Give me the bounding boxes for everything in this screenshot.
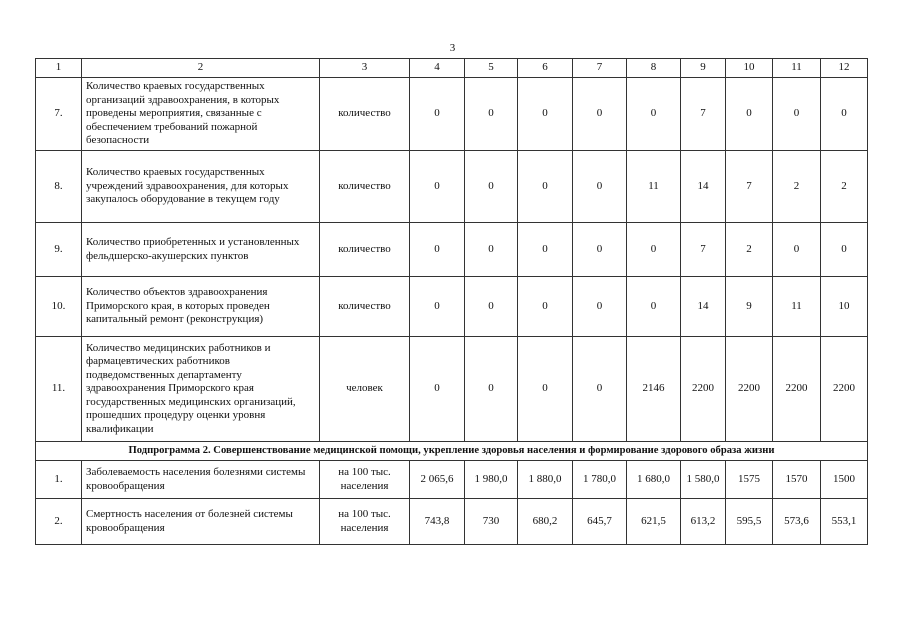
value-cell: 573,6 (773, 499, 821, 545)
value-cell: 613,2 (681, 499, 726, 545)
value-cell: 1 580,0 (681, 461, 726, 499)
indicator-name: Заболеваемость населения болезнями системы кровообращения (82, 461, 320, 499)
column-number: 12 (821, 59, 868, 78)
column-number: 11 (773, 59, 821, 78)
value-cell: 0 (410, 337, 465, 442)
unit: количество (320, 78, 410, 151)
row-number: 1. (36, 461, 82, 499)
table-row (36, 78, 868, 151)
value-cell: 7 (681, 223, 726, 277)
row-number: 10. (36, 277, 82, 337)
value-cell: 1 680,0 (627, 461, 681, 499)
value-cell: 1570 (773, 461, 821, 499)
value-cell: 0 (821, 78, 868, 151)
unit: на 100 тыс. населения (320, 499, 410, 545)
column-number: 4 (410, 59, 465, 78)
value-cell: 7 (726, 151, 773, 223)
value-cell: 0 (465, 223, 518, 277)
value-cell: 0 (410, 78, 465, 151)
value-cell: 0 (573, 223, 627, 277)
value-cell: 0 (465, 277, 518, 337)
indicator-name: Смертность населения от болезней системы кровообращения (82, 499, 320, 545)
unit: человек (320, 337, 410, 442)
value-cell: 0 (518, 223, 573, 277)
unit: количество (320, 277, 410, 337)
subprogram-title: Подпрограмма 2. Совершенствование медицинской помощи, укрепление здоровья населения и формирование здорового образа жизни (36, 442, 868, 461)
row-number: 8. (36, 151, 82, 223)
value-cell: 1 880,0 (518, 461, 573, 499)
value-cell: 595,5 (726, 499, 773, 545)
value-cell: 680,2 (518, 499, 573, 545)
column-number: 6 (518, 59, 573, 78)
row-number: 11. (36, 337, 82, 442)
value-cell: 0 (518, 151, 573, 223)
value-cell: 11 (627, 151, 681, 223)
row-number: 9. (36, 223, 82, 277)
subprogram-heading-row (36, 442, 868, 461)
value-cell: 2 (821, 151, 868, 223)
value-cell: 2200 (773, 337, 821, 442)
value-cell: 0 (627, 78, 681, 151)
value-cell: 0 (821, 223, 868, 277)
value-cell: 0 (573, 151, 627, 223)
table-row (36, 337, 868, 442)
value-cell: 645,7 (573, 499, 627, 545)
value-cell: 0 (627, 277, 681, 337)
value-cell: 0 (465, 151, 518, 223)
value-cell: 2200 (821, 337, 868, 442)
value-cell: 1 780,0 (573, 461, 627, 499)
column-number: 1 (36, 59, 82, 78)
value-cell: 743,8 (410, 499, 465, 545)
value-cell: 1 980,0 (465, 461, 518, 499)
value-cell: 10 (821, 277, 868, 337)
value-cell: 0 (465, 78, 518, 151)
column-number: 8 (627, 59, 681, 78)
value-cell: 7 (681, 78, 726, 151)
value-cell: 0 (410, 151, 465, 223)
value-cell: 553,1 (821, 499, 868, 545)
column-number-row (36, 59, 868, 78)
unit: количество (320, 151, 410, 223)
column-number: 3 (320, 59, 410, 78)
value-cell: 2 065,6 (410, 461, 465, 499)
value-cell: 2 (773, 151, 821, 223)
value-cell: 730 (465, 499, 518, 545)
value-cell: 0 (410, 277, 465, 337)
indicator-name: Количество краевых государственных учреждений здравоохранения, для которых закупалось оборудование в текущем году (82, 151, 320, 223)
indicator-name: Количество краевых государственных организаций здравоохранения, в которых проведены мероприятия, связанные с обеспечением требований пожарной безопасности (82, 78, 320, 151)
row-number: 7. (36, 78, 82, 151)
value-cell: 0 (465, 337, 518, 442)
value-cell: 0 (518, 277, 573, 337)
indicators-table (35, 58, 868, 545)
value-cell: 2 (726, 223, 773, 277)
column-number: 9 (681, 59, 726, 78)
indicator-name: Количество медицинских работников и фармацевтических работников подведомственных департаменту здравоохранения Приморского края государственных медицинских организаций, прошедших процедуру оценки уровня квалификации (82, 337, 320, 442)
value-cell: 2200 (681, 337, 726, 442)
value-cell: 0 (573, 277, 627, 337)
row-number: 2. (36, 499, 82, 545)
unit: на 100 тыс. населения (320, 461, 410, 499)
value-cell: 14 (681, 277, 726, 337)
value-cell: 1500 (821, 461, 868, 499)
table-row (36, 461, 868, 499)
value-cell: 0 (773, 78, 821, 151)
value-cell: 2146 (627, 337, 681, 442)
value-cell: 0 (726, 78, 773, 151)
value-cell: 0 (773, 223, 821, 277)
column-number: 2 (82, 59, 320, 78)
value-cell: 11 (773, 277, 821, 337)
value-cell: 0 (573, 78, 627, 151)
value-cell: 621,5 (627, 499, 681, 545)
value-cell: 9 (726, 277, 773, 337)
value-cell: 0 (518, 78, 573, 151)
value-cell: 0 (518, 337, 573, 442)
indicator-name: Количество объектов здравоохранения Приморского края, в которых проведен капитальный ремонт (реконструкция) (82, 277, 320, 337)
table-row (36, 277, 868, 337)
unit: количество (320, 223, 410, 277)
value-cell: 0 (627, 223, 681, 277)
value-cell: 0 (573, 337, 627, 442)
table-row (36, 499, 868, 545)
value-cell: 0 (410, 223, 465, 277)
column-number: 5 (465, 59, 518, 78)
column-number: 10 (726, 59, 773, 78)
indicator-name: Количество приобретенных и установленных фельдшерско-акушерских пунктов (82, 223, 320, 277)
table-row (36, 223, 868, 277)
table-row (36, 151, 868, 223)
value-cell: 14 (681, 151, 726, 223)
value-cell: 1575 (726, 461, 773, 499)
value-cell: 2200 (726, 337, 773, 442)
column-number: 7 (573, 59, 627, 78)
page-number: 3 (449, 42, 456, 54)
